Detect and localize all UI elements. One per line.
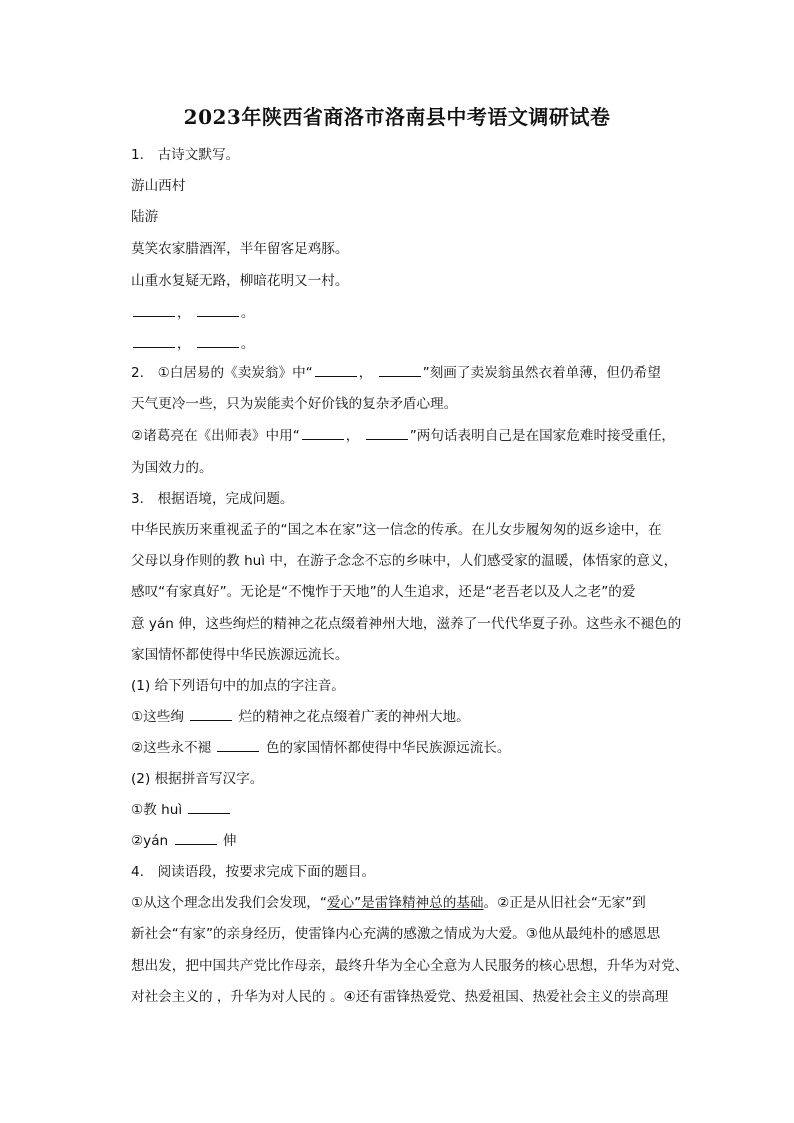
q1-prompt: 1. 古诗文默写。	[131, 147, 240, 163]
q3-para-line3: 感叹“有家真好”。无论是“不愧怍于天地”的人生追求，还是“老吾老以及人之老”的爱	[131, 584, 636, 600]
answer-blank[interactable]	[133, 304, 175, 317]
comma: ，	[345, 428, 360, 444]
answer-blank[interactable]	[188, 801, 230, 814]
q1-author: 陆游	[131, 209, 159, 225]
q3-sub1-b	[131, 739, 691, 757]
period: 。	[240, 305, 255, 321]
q2-line1	[131, 364, 691, 382]
comma: ，	[177, 336, 191, 352]
q4-para-line1	[131, 894, 691, 912]
q3-sub1-a-text2: 烂的精神之花点缀着广袤的神州大地。	[238, 709, 470, 725]
q1-line2: 山重水复疑无路，柳暗花明又一村。	[131, 273, 349, 289]
q3-para-line4: 意 yán 伸，这些绚烂的精神之花点缀着神州大地，滋养了一代代华夏子孙。这些永不褪色的	[131, 616, 682, 632]
comma: ，	[177, 305, 191, 321]
q3-sub1-b-text: ②这些永不褪	[131, 740, 212, 756]
answer-blank[interactable]	[190, 708, 232, 721]
q2-line3-text-b: ”两句话表明自己是在国家危难时接受重任，	[409, 428, 676, 444]
answer-blank[interactable]	[302, 427, 344, 440]
answer-blank[interactable]	[379, 364, 421, 377]
q2-line4: 为国效力的。	[131, 460, 213, 476]
q3-sub2-a-text: ①教 huì	[131, 802, 183, 818]
underlined-phrase: 爱心”是雷锋精神总的基础	[326, 895, 484, 911]
q4-para-line3: 想出发，把中国共产党比作母亲，最终升华为全心全意为人民服务的核心思想，升华为对党、	[131, 958, 689, 974]
q3-para-line5: 家国情怀都使得中华民族源远流长。	[131, 647, 349, 663]
q4-p1-text-b: 。②正是从旧社会“无家”到	[483, 895, 646, 911]
answer-blank[interactable]	[197, 335, 239, 348]
q2-line3-text-a: ②诸葛亮在《出师表》中用“	[131, 428, 300, 444]
comma: ，	[358, 365, 373, 381]
answer-blank[interactable]	[217, 739, 259, 752]
q4-p1-text-a: ①从这个理念出发我们会发现，“	[131, 895, 327, 911]
q4-para-line4: 对社会主义的 ，升华为对人民的 。④还有雷锋热爱党、热爱祖国、热爱社会主义的崇高理	[131, 989, 669, 1005]
q3-sub1-a	[131, 708, 691, 726]
q2-line1-text-a: 2. ①白居易的《卖炭翁》中“	[131, 365, 313, 381]
q4-para-line2: 新社会“有家”的亲身经历，使雷锋内心充满的感激之情成为大爱。③他从最纯朴的感恩思	[131, 926, 661, 942]
answer-blank[interactable]	[366, 427, 408, 440]
answer-blank[interactable]	[197, 304, 239, 317]
answer-blank[interactable]	[133, 335, 175, 348]
q3-prompt: 3. 根据语境，完成问题。	[131, 491, 294, 507]
q3-sub2-b	[131, 832, 691, 850]
q3-para-line2: 父母以身作则的教 huì 中，在游子念念不忘的乡味中，人们感受家的温暖，体悟家的意义，	[131, 553, 678, 569]
q1-blank-row-2	[131, 335, 691, 353]
answer-blank[interactable]	[175, 832, 217, 845]
document-title: 2023年陕西省商洛市洛南县中考语文调研试卷	[183, 105, 611, 129]
q2-line1-text-b: ”刻画了卖炭翁虽然衣着单薄，但仍希望	[422, 365, 661, 381]
q1-blank-row-1	[131, 304, 691, 322]
q3-sub2-b-text2: 伸	[222, 833, 237, 849]
q3-sub2-b-text: ②yán	[131, 833, 169, 849]
q3-sub1-a-text: ①这些绚	[131, 709, 184, 725]
q3-sub1-b-text2: 色的家国情怀都使得中华民族源远流长。	[265, 740, 511, 756]
q4-prompt: 4. 阅读语段，按要求完成下面的题目。	[131, 864, 376, 880]
q1-line1: 莫笑农家腊酒浑，半年留客足鸡豚。	[131, 241, 349, 257]
q3-sub2-a	[131, 801, 691, 819]
q1-poem-title: 游山西村	[131, 178, 186, 194]
q3-sub1: (1) 给下列语句中的加点的字注音。	[131, 678, 345, 694]
q2-line2: 天气更冷一些，只为炭能卖个好价钱的复杂矛盾心理。	[131, 396, 458, 412]
q2-line3	[131, 427, 691, 445]
q3-sub2: (2) 根据拼音写汉字。	[131, 771, 264, 787]
answer-blank[interactable]	[315, 364, 357, 377]
period: 。	[240, 336, 255, 352]
q3-para-line1: 中华民族历来重视孟子的“国之本在家”这一信念的传承。在儿女步履匆匆的返乡途中，在	[131, 522, 662, 538]
